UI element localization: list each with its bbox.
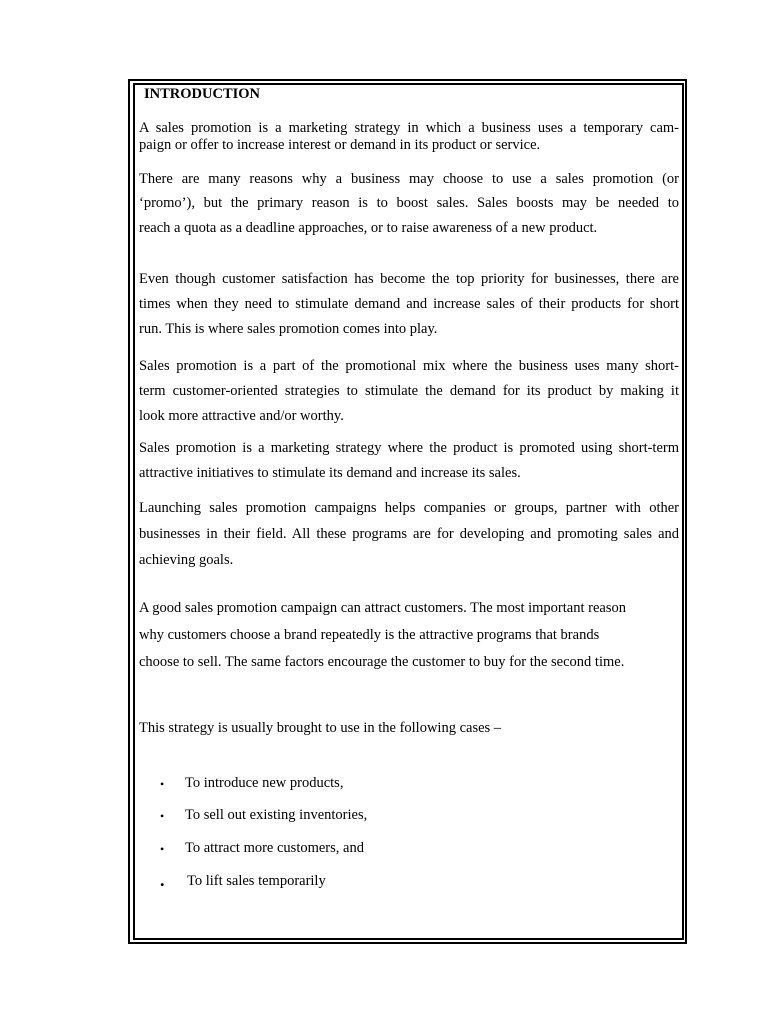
- paragraph-8-line-1: This strategy is usually brought to use in the following cases –: [139, 720, 502, 736]
- paragraph-2-line-2: ‘promo’), but the primary reason is to boost sales. Sales boosts may be needed to: [139, 195, 679, 211]
- paragraph-7-line-1: A good sales promotion campaign can attract customers. The most important reason: [139, 600, 626, 616]
- paragraph-2-line-1: There are many reasons why a business may choose to use a sales promotion (or: [139, 171, 679, 187]
- bullet-item-4: To lift sales temporarily: [187, 873, 326, 889]
- paragraph-5-line-2: attractive initiatives to stimulate its demand and increase its sales.: [139, 465, 521, 481]
- paragraph-6-line-1: Launching sales promotion campaigns helps companies or groups, partner with other: [139, 500, 679, 516]
- bullet-marker: •: [160, 842, 165, 856]
- bullet-marker: •: [160, 809, 165, 823]
- paragraph-4-line-2: term customer-oriented strategies to stimulate the demand for its product by making it: [139, 383, 679, 399]
- paragraph-3-line-3: run. This is where sales promotion comes into play.: [139, 321, 438, 337]
- paragraph-4-line-3: look more attractive and/or worthy.: [139, 408, 344, 424]
- bullet-item-1: To introduce new products,: [185, 775, 344, 791]
- bullet-marker: •: [160, 777, 165, 791]
- paragraph-2-line-3: reach a quota as a deadline approaches, or to raise awareness of a new product.: [139, 220, 598, 236]
- paragraph-3-line-1: Even though customer satisfaction has become the top priority for businesses, there are: [139, 271, 679, 287]
- paragraph-6-line-3: achieving goals.: [139, 552, 234, 568]
- bullet-item-2: To sell out existing inventories,: [185, 807, 368, 823]
- paragraph-6-line-2: businesses in their field. All these programs are for developing and promoting sales and: [139, 526, 679, 542]
- paragraph-3-line-2: times when they need to stimulate demand and increase sales of their products for short: [139, 296, 679, 312]
- section-heading: INTRODUCTION: [144, 86, 261, 102]
- bullet-item-3: To attract more customers, and: [185, 840, 364, 856]
- paragraph-4-line-1: Sales promotion is a part of the promotional mix where the business uses many short-: [139, 358, 679, 374]
- paragraph-7-line-3: choose to sell. The same factors encourage the customer to buy for the second time.: [139, 654, 625, 670]
- paragraph-5-line-1: Sales promotion is a marketing strategy where the product is promoted using short-term: [139, 440, 679, 456]
- bullet-marker-last: .: [160, 870, 165, 890]
- paragraph-7-line-2: why customers choose a brand repeatedly is the attractive programs that brands: [139, 627, 600, 643]
- paragraph-1-line-2: paign or offer to increase interest or demand in its product or service.: [139, 137, 541, 153]
- paragraph-1-line-1: A sales promotion is a marketing strategy in which a business uses a temporary cam-: [139, 120, 679, 136]
